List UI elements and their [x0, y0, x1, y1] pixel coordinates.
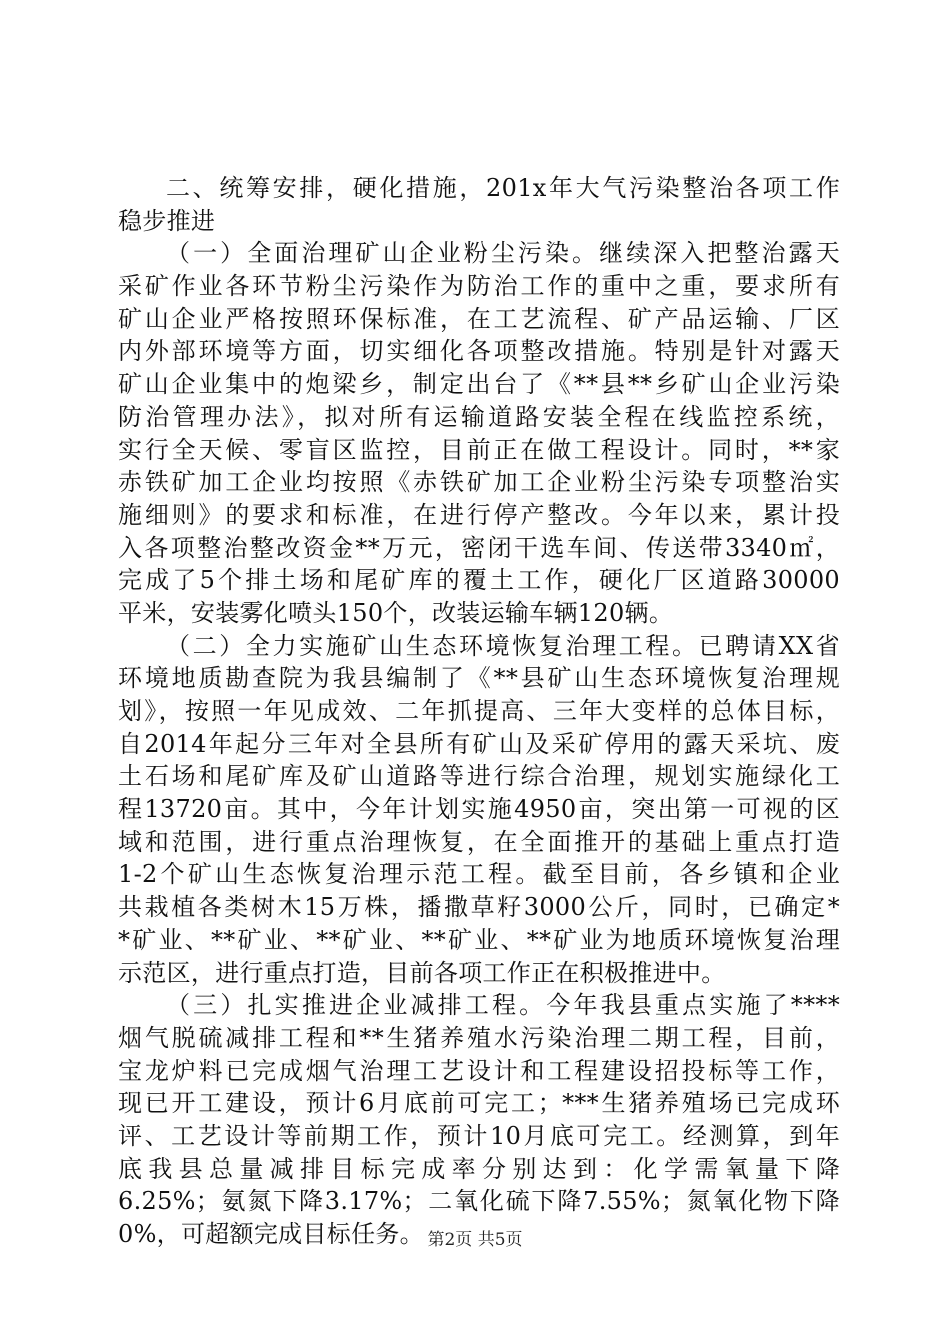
text-line: 底我县总量减排目标完成率分别达到：化学需氧量下降: [118, 1154, 840, 1183]
text-line: 内外部环境等方面，切实细化各项整改措施。特别是针对露天: [118, 337, 840, 366]
text-line: 防治管理办法》，拟对所有运输道路安装全程在线监控系统，: [118, 402, 840, 431]
text-line: 域和范围，进行重点治理恢复，在全面推开的基础上重点打造: [118, 827, 840, 856]
text-line: 二、统筹安排，硬化措施，201x年大气污染整治各项工作: [166, 174, 840, 202]
text-line: 划》，按照一年见成效、二年抓提高、三年大变样的总体目标，: [118, 697, 840, 725]
text-line: （二）全力实施矿山生态环境恢复治理工程。已聘请XX省: [166, 631, 840, 660]
text-line: 现已开工建设，预计6月底前可完工；***生猪养殖场已完成环: [118, 1089, 840, 1118]
text-line: *矿业、**矿业、**矿业、**矿业、**矿业为地质环境恢复治理: [118, 925, 840, 954]
text-line: 评、工艺设计等前期工作，预计10月底可完工。经测算，到年: [118, 1121, 840, 1150]
text-line: 赤铁矿加工企业均按照《赤铁矿加工企业粉尘污染专项整治实: [118, 468, 840, 497]
text-line: 示范区，进行重点打造，目前各项工作正在积极推进中。: [118, 958, 726, 987]
text-line: 共栽植各类树木15万株，播撒草籽3000公斤，同时，已确定*: [118, 893, 840, 922]
document-body: [118, 172, 840, 1251]
text-line: 程13720亩。其中，今年计划实施4950亩，突出第一可视的区: [118, 795, 840, 824]
text-line: 环境地质勘查院为我县编制了《**县矿山生态环境恢复治理规: [118, 664, 840, 693]
text-line: 矿山企业严格按照环保标准，在工艺流程、矿产品运输、厂区: [118, 304, 840, 333]
text-line: 矿山企业集中的炮梁乡，制定出台了《**县**乡矿山企业污染: [118, 370, 840, 399]
text-line: （三）扎实推进企业减排工程。今年我县重点实施了****: [166, 991, 840, 1020]
text-line: 入各项整治整改资金**万元，密闭干选车间、传送带3340㎡，: [118, 533, 840, 562]
text-line: 施细则》的要求和标准，在进行停产整改。今年以来，累计投: [118, 500, 840, 529]
text-line: 1-2个矿山生态恢复治理示范工程。截至目前，各乡镇和企业: [118, 860, 840, 889]
text-line: （一）全面治理矿山企业粉尘污染。继续深入把整治露天: [166, 239, 840, 268]
text-line: 6.25%；氨氮下降3.17%；二氧化硫下降7.55%；氮氧化物下降: [118, 1187, 840, 1216]
text-line: 稳步推进: [118, 206, 216, 235]
text-line: 自2014年起分三年对全县所有矿山及采矿停用的露天采坑、废: [118, 729, 840, 758]
text-line: 完成了5个排土场和尾矿库的覆土工作，硬化厂区道路30000: [118, 566, 840, 595]
text-line: 宝龙炉料已完成烟气治理工艺设计和工程建设招投标等工作，: [118, 1056, 840, 1085]
text-line: 采矿作业各环节粉尘污染作为防治工作的重中之重，要求所有: [118, 272, 840, 301]
text-line: 实行全天候、零盲区监控，目前正在做工程设计。同时，**家: [118, 435, 840, 464]
text-line: 土石场和尾矿库及矿山道路等进行综合治理，规划实施绿化工: [118, 762, 840, 791]
text-line: 烟气脱硫减排工程和**生猪养殖水污染治理二期工程，目前，: [118, 1023, 840, 1052]
text-line: 平米，安装雾化喷头150个，改装运输车辆120辆。: [118, 598, 674, 627]
text-line: 0%，可超额完成目标任务。: [118, 1220, 424, 1248]
page-footer: 第2页 共5页: [427, 1230, 523, 1250]
